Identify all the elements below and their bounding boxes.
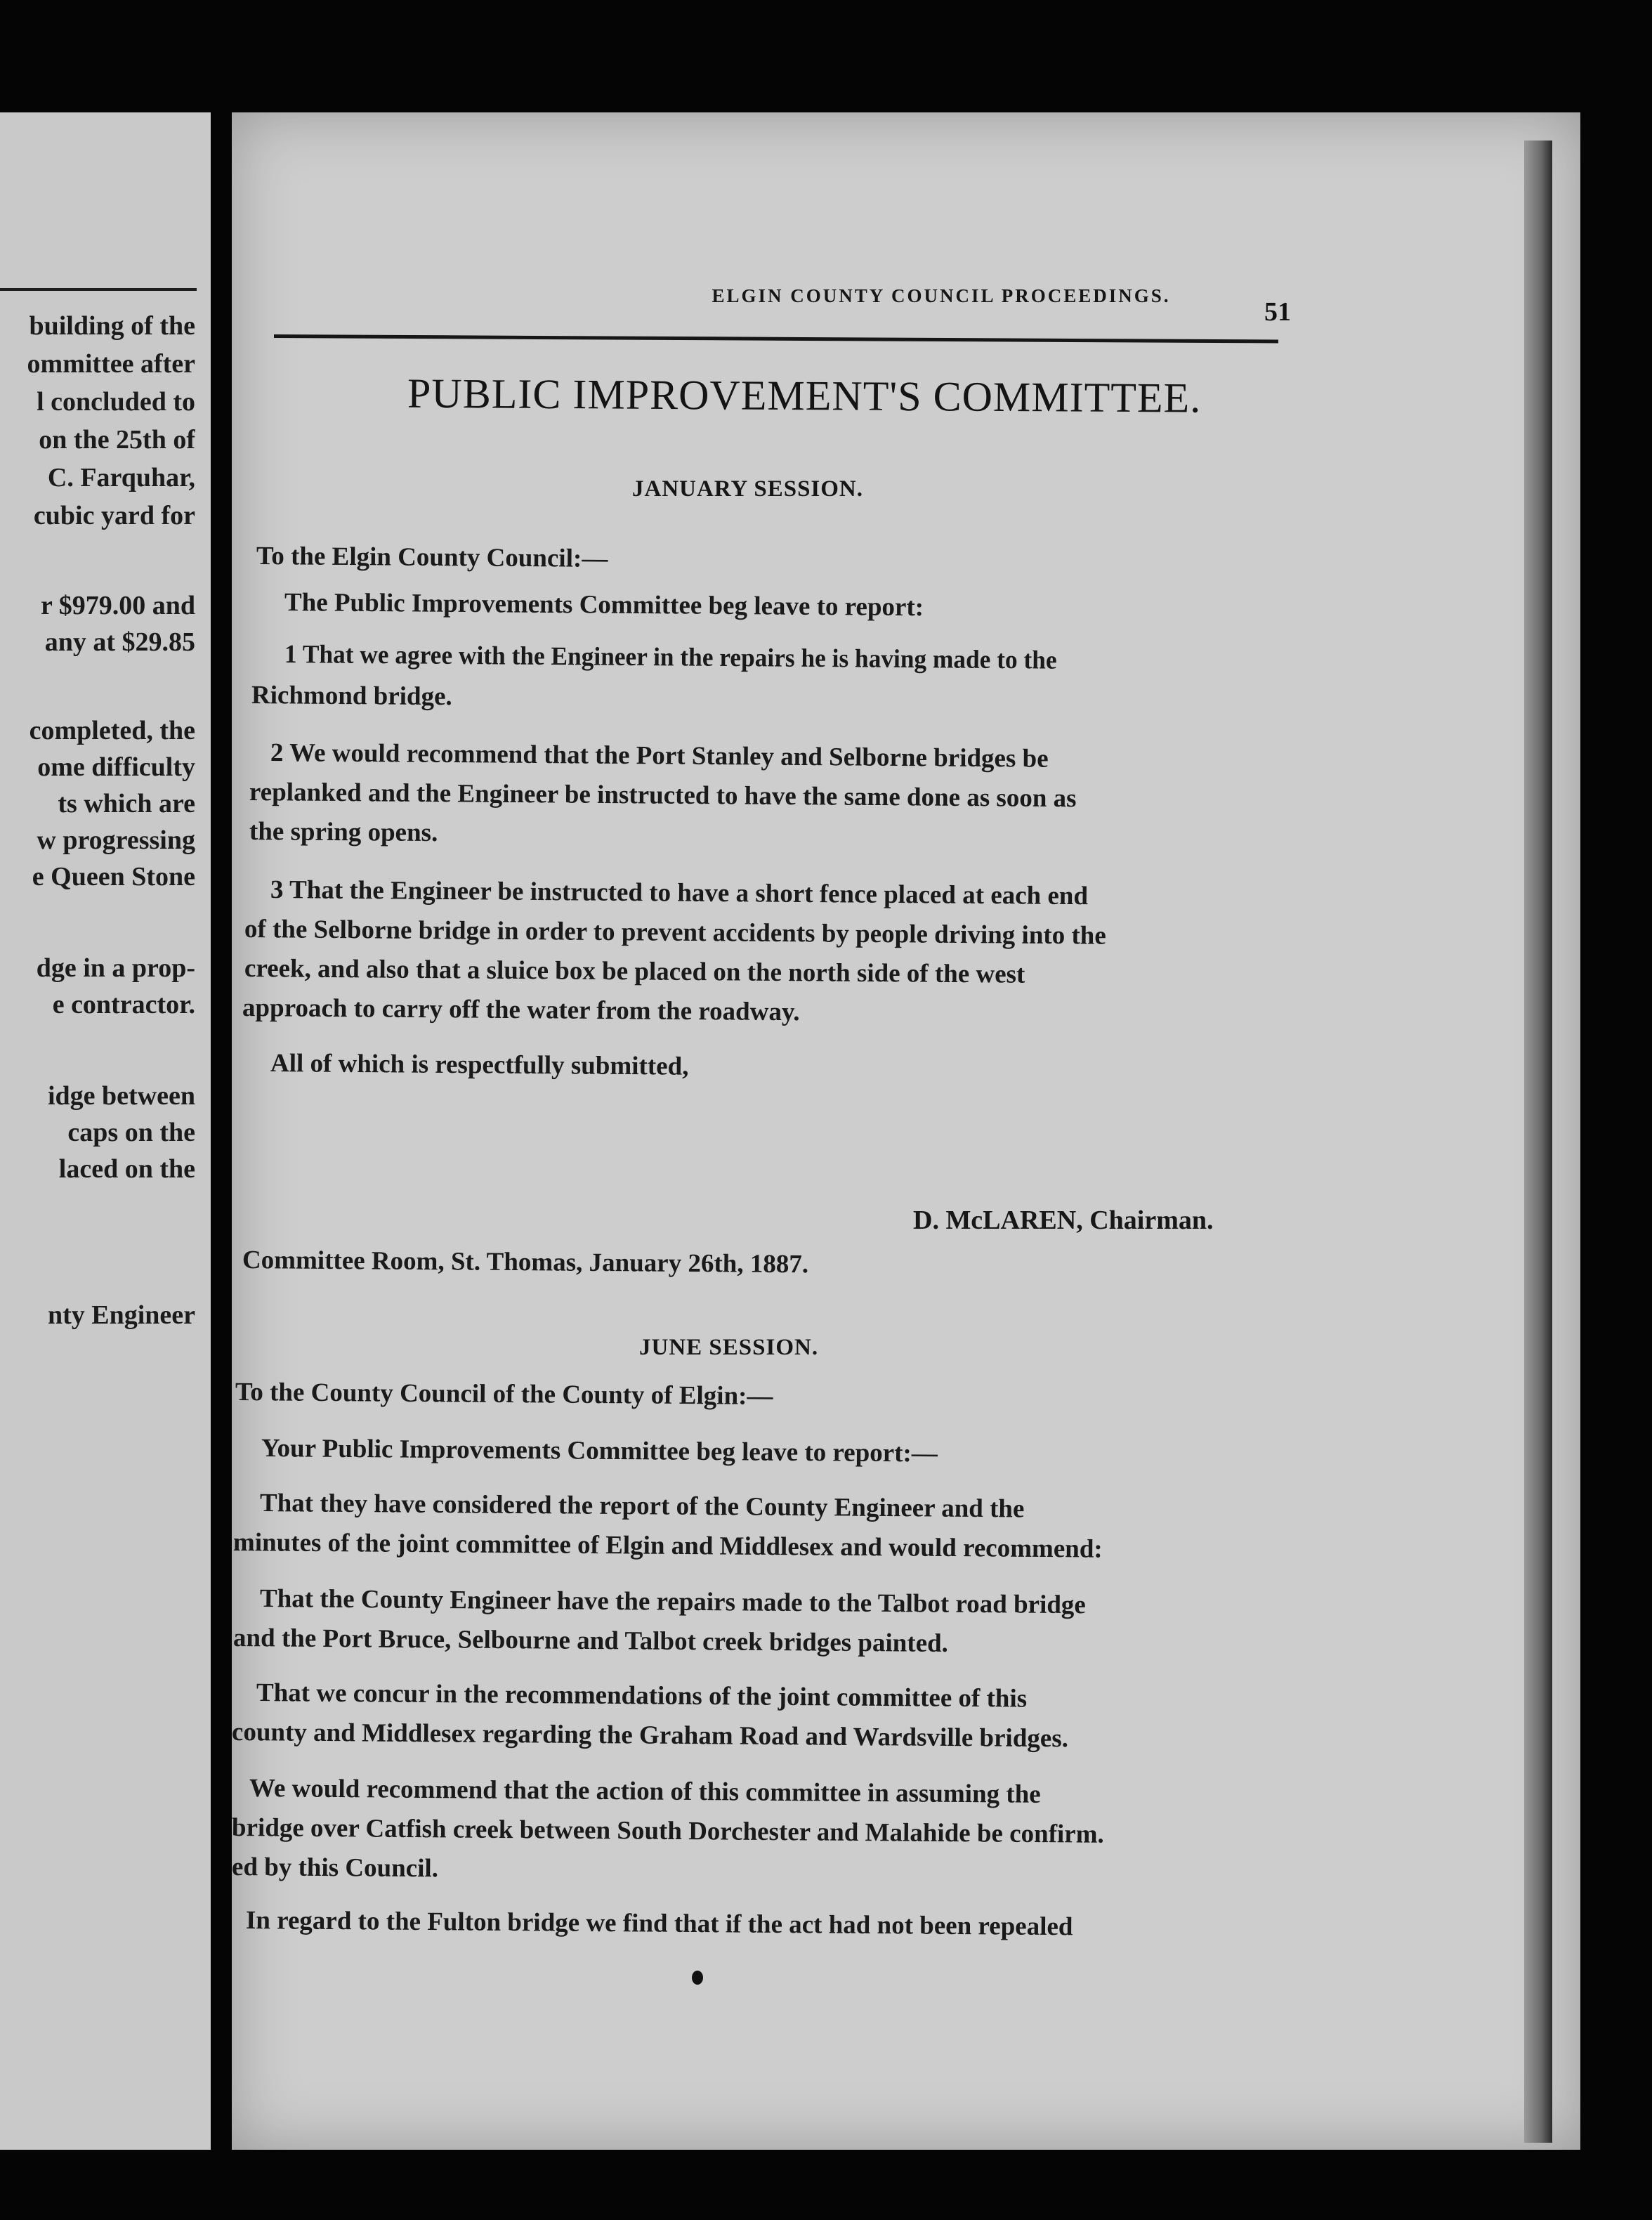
june-paragraph-2-line: That the County Engineer have the repairs made to the Talbot road bridge xyxy=(259,1584,1086,1620)
main-page xyxy=(232,112,1580,2150)
chairman-signature: D. McLAREN, Chairman. xyxy=(913,1206,1214,1235)
january-item-1-line: Richmond bridge. xyxy=(251,681,452,712)
left-page-line: w progressing xyxy=(37,825,195,855)
page-edge-shadow xyxy=(1524,141,1552,2143)
page-title: PUBLIC IMPROVEMENT'S COMMITTEE. xyxy=(407,370,1202,422)
january-item-3-line: of the Selborne bridge in order to prevent accidents by people driving into the xyxy=(244,915,1106,951)
june-paragraph-1-line: minutes of the joint committee of Elgin and Middlesex and would recommend: xyxy=(232,1528,1103,1564)
left-page-line: r $979.00 and xyxy=(41,591,195,620)
left-page-line: e Queen Stone xyxy=(32,862,195,892)
left-page-line: completed, the xyxy=(29,716,195,745)
left-page-line: ome difficulty xyxy=(37,752,195,782)
left-page-line: caps on the xyxy=(67,1118,195,1147)
january-salutation: To the Elgin County Council:— xyxy=(256,542,608,573)
left-page-line: laced on the xyxy=(58,1154,195,1184)
left-page-line: l concluded to xyxy=(37,387,195,417)
january-item-3-line: creek, and also that a sluice box be placed on the north side of the west xyxy=(244,954,1025,989)
left-page-line: ommittee after xyxy=(27,349,195,379)
june-session-heading: JUNE SESSION. xyxy=(639,1335,819,1360)
june-intro: Your Public Improvements Committee beg leave to report:— xyxy=(261,1434,938,1468)
left-page-line: nty Engineer xyxy=(47,1300,195,1330)
left-page-line: any at $29.85 xyxy=(44,627,195,657)
left-page-line: C. Farquhar, xyxy=(47,463,195,492)
june-paragraph-4-line: ed by this Council. xyxy=(232,1853,439,1883)
june-paragraph-4-line: We would recommend that the action of this committee in assuming the xyxy=(249,1774,1041,1809)
left-page-line: idge between xyxy=(47,1081,195,1111)
left-page-line: dge in a prop- xyxy=(36,953,195,983)
left-facing-page xyxy=(0,112,211,2150)
january-dateline: Committee Room, St. Thomas, January 26th, 1887. xyxy=(242,1246,809,1279)
june-paragraph-3-line: That we concur in the recommendations of the joint committee of this xyxy=(256,1678,1028,1713)
june-paragraph-1-line: That they have considered the report of the County Engineer and the xyxy=(259,1489,1025,1524)
left-page-line: e contractor. xyxy=(52,990,195,1019)
left-page-rule xyxy=(0,288,197,291)
header-rule xyxy=(274,334,1278,343)
left-page-line: ts which are xyxy=(58,789,195,818)
january-item-1-line: 1 That we agree with the Engineer in the repairs he is having made to the xyxy=(284,640,1057,675)
january-item-2-line: 2 We would recommend that the Port Stanley and Selborne bridges be xyxy=(270,738,1049,773)
june-paragraph-5-line: In regard to the Fulton bridge we find that if the act had not been repealed xyxy=(245,1906,1073,1942)
june-salutation: To the County Council of the County of Elgin:— xyxy=(235,1378,773,1411)
january-item-2-line: the spring opens. xyxy=(249,817,438,848)
left-page-line: cubic yard for xyxy=(33,501,195,530)
january-closing: All of which is respectfully submitted, xyxy=(270,1049,689,1081)
june-paragraph-4-line: bridge over Catfish creek between South Dorchester and Malahide be confirm. xyxy=(232,1813,1104,1849)
left-page-line: building of the xyxy=(29,311,195,341)
june-paragraph-3-line: county and Middlesex regarding the Graham Road and Wardsville bridges. xyxy=(232,1718,1069,1754)
left-page-line: on the 25th of xyxy=(39,425,195,455)
january-session-heading: JANUARY SESSION. xyxy=(632,476,864,502)
page-number: 51 xyxy=(1264,297,1291,327)
january-intro: The Public Improvements Committee beg leave to report: xyxy=(284,588,924,622)
january-item-2-line: replanked and the Engineer be instructed to have the same done as soon as xyxy=(249,778,1077,814)
running-header: ELGIN COUNTY COUNCIL PROCEEDINGS. xyxy=(712,285,1171,306)
january-item-3-line: approach to carry off the water from the roadway. xyxy=(242,993,800,1027)
ink-blot xyxy=(692,1971,703,1985)
january-item-3-line: 3 That the Engineer be instructed to have a short fence placed at each end xyxy=(270,875,1089,911)
june-paragraph-2-line: and the Port Bruce, Selbourne and Talbot creek bridges painted. xyxy=(232,1624,949,1658)
